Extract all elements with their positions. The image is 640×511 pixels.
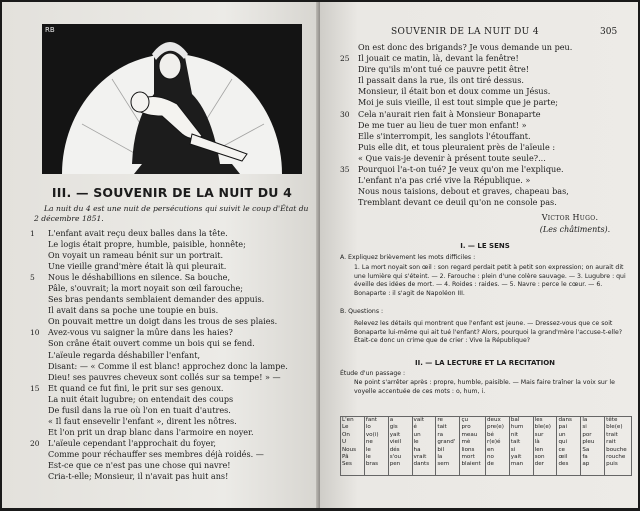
poem-line — [32, 239, 316, 250]
poem-line — [342, 42, 632, 53]
line-number: 15 — [30, 383, 40, 393]
syllable-column: vait é un le ha vrait dants — [412, 417, 436, 476]
line-number: 25 — [340, 54, 350, 64]
poem-line — [32, 372, 316, 383]
poem-line — [32, 471, 316, 482]
line-text: La nuit était lugubre; on entendait des coups — [48, 393, 234, 404]
poem-line — [342, 175, 632, 186]
poem-line — [32, 250, 316, 261]
line-text: Ses bras pendants semblaient demander des appuis. — [48, 294, 265, 305]
pieta-woman-holding-child-icon — [42, 24, 302, 174]
illustration-signature: RB — [45, 26, 55, 34]
poem-line — [32, 460, 316, 471]
syllable-column: bal hum nit tait si yait man — [509, 417, 533, 476]
poem-line — [342, 186, 632, 197]
lecture-intro: Étude d'un passage : — [340, 370, 406, 377]
syllable-column: la si por pleu Sa fa ap — [581, 417, 605, 476]
poem-line — [32, 272, 316, 283]
poem-line — [32, 305, 316, 316]
poem-line — [342, 109, 632, 120]
syllable-column: tête ble(e) trait rait bouche rouche puis — [605, 417, 632, 476]
open-book — [2, 2, 638, 508]
line-text: Il avait dans sa poche une toupie en buis. — [48, 305, 219, 316]
syllable-column: les ble(e) sur là len son der — [533, 417, 557, 476]
poem-left — [32, 228, 316, 482]
line-text: Une vieille grand'mère était là qui pleurait. — [48, 261, 227, 272]
section-lecture-heading: II. — LA LECTURE ET LA RECITATION — [414, 359, 556, 367]
poem-line — [32, 338, 316, 349]
line-text: Tremblant devant ce deuil qu'on ne console pas. — [358, 197, 557, 208]
line-text: Dire qu'ils m'ont tué ce pauvre petit être! — [358, 64, 529, 75]
poem-line — [342, 142, 632, 153]
syllable-column: dans pai un qui ce œil des — [557, 417, 581, 476]
line-text: L'aïeule cependant l'approchait du foyer, — [48, 437, 216, 448]
line-number: 5 — [30, 273, 35, 283]
section-le-sens-heading: I. — LE SENS — [460, 242, 510, 250]
left-page — [2, 2, 320, 508]
line-text: Et l'on prit un drap blanc dans l'armoire en noyer. — [48, 426, 254, 437]
poem-line — [32, 383, 316, 394]
poem-line — [342, 97, 632, 108]
line-text: Moi je suis vieille, il est tout simple que je parte; — [358, 97, 559, 108]
line-text: « Il faut ensevelir l'enfant », dirent les nôtres. — [48, 415, 237, 426]
line-text: L'aïeule regarda déshabiller l'enfant, — [48, 349, 201, 360]
poem-author: Victor Hugo. — [541, 213, 599, 222]
poem-line — [342, 53, 632, 64]
poem-line — [32, 361, 316, 372]
line-text: Monsieur, il était bon et doux comme un Jésus. — [358, 86, 551, 97]
line-text: On pouvait mettre un doigt dans les trous de ses plaies. — [48, 316, 278, 327]
illustration-pieta — [42, 24, 302, 174]
right-page — [320, 2, 638, 508]
syllable-column: re tait ra grand' bil la sem — [436, 417, 460, 476]
line-number: 30 — [340, 109, 350, 119]
poem-line — [342, 197, 632, 208]
questions-label: B. Questions : — [340, 308, 384, 315]
line-text: L'enfant n'a pas crié vive la République. » — [358, 175, 531, 186]
questions-body: Relevez les détails qui montrent que l'enfant est jeune. — Dressez-vous que ce soit Bonaparte lui-même qui ait tué l'enfant? Alors, pourquoi la grand'mère l'accuse-t-elle? Était-ce donc un crime que de crier : Vive la République? — [354, 320, 623, 345]
poem-line — [32, 350, 316, 361]
line-text: « Que vais-je devenir à présent toute seule?... — [358, 152, 546, 163]
line-text: Dieu! ses pauvres cheveux sont collés sur sa tempe! » — — [48, 371, 281, 382]
page-number: 305 — [600, 27, 618, 37]
line-text: Elle s'interrompit, les sanglots l'étouffant. — [358, 130, 531, 141]
poem-line — [342, 164, 632, 175]
poem-line — [32, 449, 316, 460]
line-text: Il jouait ce matin, là, devant la fenêtre! — [358, 53, 519, 64]
poem-line — [342, 86, 632, 97]
lexicon-intro: A. Expliquez brièvement les mots difficiles : — [340, 254, 476, 261]
line-text: Cria-t-elle; Monsieur, il n'avait pas huit ans! — [48, 471, 229, 482]
poem-line — [342, 75, 632, 86]
line-text: Pâle, s'ouvrait; la mort noyait son œil farouche; — [48, 283, 244, 294]
line-number: 35 — [340, 165, 350, 175]
line-number: 10 — [30, 328, 40, 338]
lecture-body: Ne point s'arrêter après : propre, humble, paisible. — Mais faire traîner la voix sur le voyelle accentuée de ces mots : o, hum, i. — [354, 379, 615, 395]
poem-line — [32, 228, 316, 239]
running-head: SOUVENIR DE LA NUIT DU 4 — [390, 27, 540, 37]
line-text: De me tuer au lieu de tuer mon enfant! » — [358, 119, 527, 130]
poem-line — [342, 131, 632, 142]
syllable-column: a gis yait vieil dés s'ou pen — [388, 417, 412, 476]
line-text: L'enfant avait reçu deux balles dans la tête. — [48, 228, 228, 238]
line-text: Son crâne était ouvert comme un bois qui se fend. — [48, 338, 255, 349]
chapter-intro: La nuit du 4 est une nuit de persécutions qui suivit le coup d'État du 2 décembre 1851. — [34, 204, 309, 223]
poem-line — [32, 294, 316, 305]
poem-line — [342, 120, 632, 131]
syllable-column: L'en Le On U Nous Pâ Ses — [341, 417, 365, 476]
poem-line — [32, 438, 316, 449]
line-text: Disant: — « Comme il est blanc! approchez donc la lampe. — [48, 360, 288, 371]
syllable-column: deux pre(e) bé r(e)é en no de — [485, 417, 509, 476]
line-number: 20 — [30, 438, 40, 448]
line-text: Nous nous taisions, debout et graves, chapeau bas, — [358, 186, 569, 197]
line-text: Nous le déshabillions en silence. Sa bouche, — [48, 272, 231, 283]
poem-line — [32, 394, 316, 405]
line-text: Cela n'aurait rien fait à Monsieur Bonaparte — [358, 108, 541, 119]
line-text: Il passait dans la rue, ils ont tiré dessus. — [358, 75, 524, 86]
poem-line — [32, 283, 316, 294]
line-text: De fusil dans la rue où l'on en tuait d'autres. — [48, 404, 231, 415]
syllable-table — [340, 416, 632, 476]
poem-line — [32, 427, 316, 438]
poem-right — [342, 42, 632, 208]
line-text: Pourquoi l'a-t-on tué? Je veux qu'on me l'explique. — [358, 164, 564, 175]
line-text: Le logis était propre, humble, paisible, honnête; — [48, 239, 246, 250]
line-text: On est donc des brigands? Je vous demande un peu. — [358, 42, 573, 52]
syllable-column: fant lo vo(i) ne le le bras — [364, 417, 388, 476]
poem-source: (Les châtiments). — [539, 225, 611, 234]
poem-line — [32, 405, 316, 416]
line-text: Comme pour réchauffer ses membres déjà roidés. — — [48, 448, 264, 459]
line-number: 1 — [30, 229, 35, 238]
line-text: Puis elle dit, et tous pleuraient près de l'aïeule : — [358, 141, 556, 152]
line-text: Et quand ce fut fini, le prit sur ses genoux. — [48, 382, 224, 393]
line-text: Avez-vous vu saigner la mûre dans les haies? — [48, 327, 233, 338]
poem-line — [32, 261, 316, 272]
poem-line — [32, 416, 316, 427]
poem-line — [32, 327, 316, 338]
chapter-title: III. — SOUVENIR DE LA NUIT DU 4 — [51, 185, 293, 200]
poem-line — [32, 316, 316, 327]
poem-line — [342, 153, 632, 164]
lexicon-body: 1. La mort noyait son œil : son regard perdait petit à petit son expression; on aurait dit une lumière qui s'éteint. — 2. Farouche : plein d'une colère sauvage. — 3. Lugubre : qui éveille des idées de mort. — 4. Roides : raides. — 5. Navre : perce le cœur. — 6. Bonaparte : il s'agit de Napoléon III. — [354, 264, 626, 297]
syllable-column: çu pro meau mè lions mort blaient — [460, 417, 485, 476]
line-text: Est-ce que ce n'est pas une chose qui navre! — [48, 459, 231, 470]
poem-line — [342, 64, 632, 75]
line-text: On voyait un rameau bénit sur un portrait. — [48, 250, 224, 261]
